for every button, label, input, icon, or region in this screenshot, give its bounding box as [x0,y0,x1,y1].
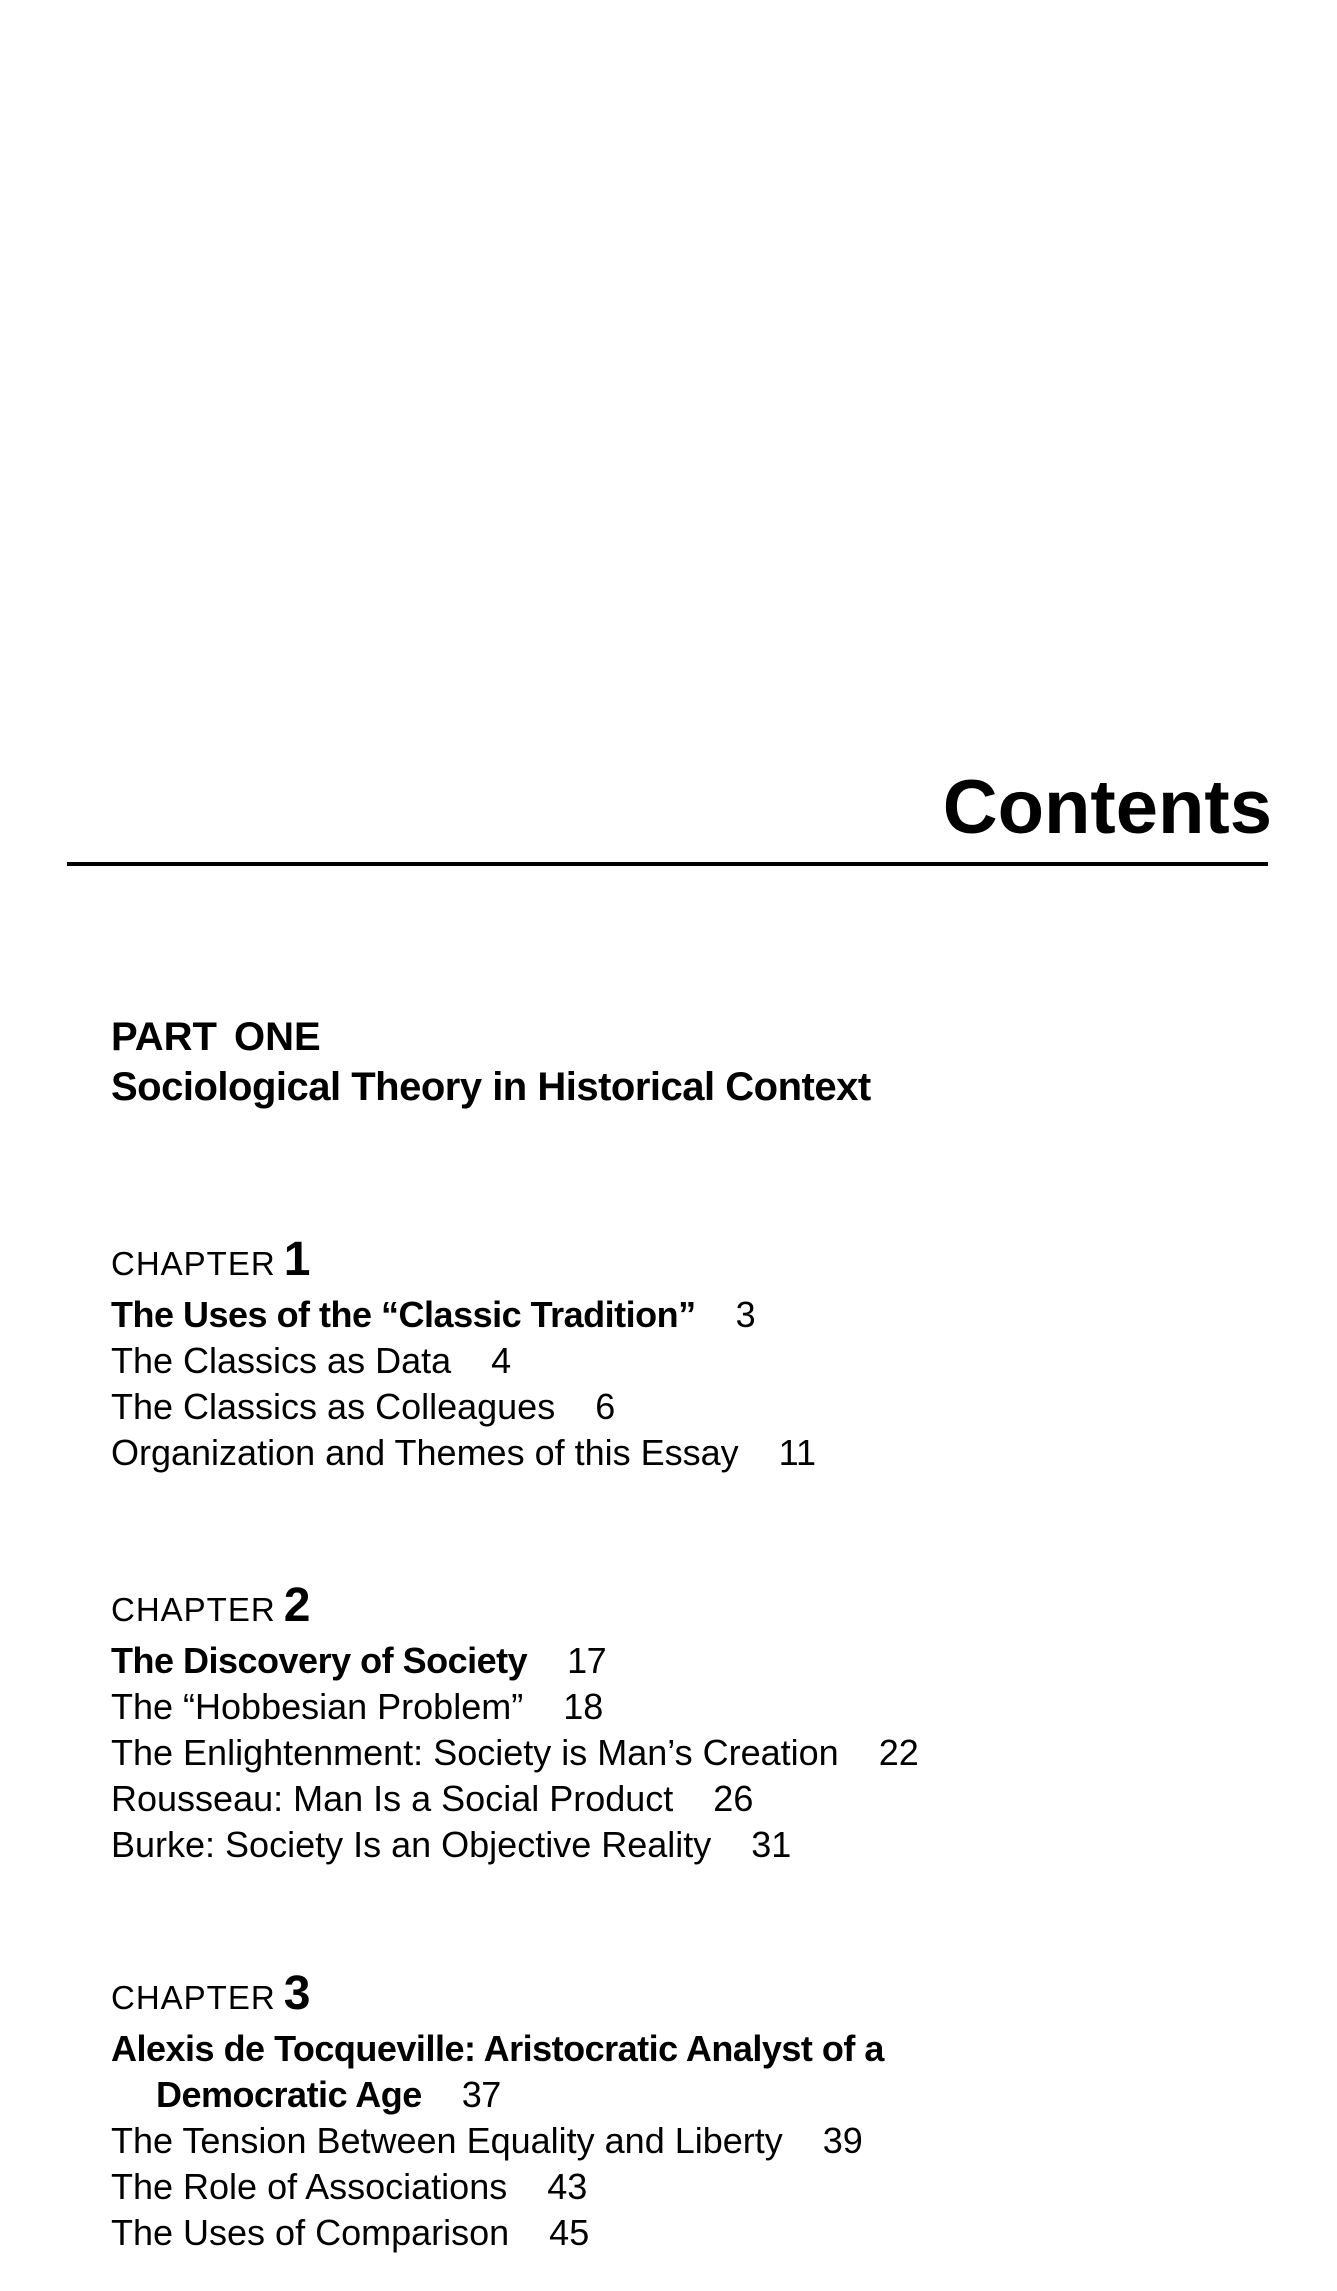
chapter-label: CHAPTER [111,1591,276,1628]
page-number: 11 [778,1432,817,1473]
chapter-title-entry-continued[interactable] [111,2072,884,2118]
section-entry[interactable] [111,2118,884,2164]
chapter-label: CHAPTER [111,1245,276,1282]
page-number: 39 [822,2120,863,2161]
section-entry[interactable] [111,1684,919,1730]
section-title: The Enlightenment: Society is Man’s Creation [111,1732,839,1773]
page-number: 26 [713,1778,754,1819]
chapter-title-line2: Democratic Age [156,2074,422,2115]
section-title: The Tension Between Equality and Liberty [111,2120,783,2161]
section-entry[interactable] [111,2210,884,2256]
chapter-number: 1 [283,1233,312,1286]
page-number: 4 [491,1340,512,1381]
section-title: Rousseau: Man Is a Social Product [111,1778,674,1819]
section-title: Burke: Society Is an Objective Reality [111,1824,712,1865]
chapter-title-entry[interactable] [111,1638,919,1684]
chapter-title-line1: Alexis de Tocqueville: Aristocratic Analyst of a [111,2028,884,2069]
chapter-number: 3 [283,1967,312,2020]
section-title: Organization and Themes of this Essay [111,1432,739,1473]
section-title: The Uses of Comparison [111,2212,510,2253]
chapter-2 [111,1578,919,1868]
page-number: 17 [567,1640,607,1681]
chapter-title: The Discovery of Society [111,1640,528,1681]
page-number: 43 [547,2166,588,2207]
section-title: The “Hobbesian Problem” [111,1686,524,1727]
page-number: 3 [735,1294,756,1335]
section-entry[interactable] [111,1384,816,1430]
part-label: PART ONE [111,1015,321,1059]
section-entry[interactable] [111,1730,919,1776]
page-number: 18 [563,1686,604,1727]
part-heading [111,1012,871,1112]
page-title: Contents [942,765,1272,850]
chapter-3 [111,1966,884,2256]
section-title: The Classics as Data [111,1340,452,1381]
section-title: The Classics as Colleagues [111,1386,556,1427]
part-title: Sociological Theory in Historical Context [111,1065,871,1109]
section-entry[interactable] [111,1338,816,1384]
chapter-label: CHAPTER [111,1979,276,2016]
page-number: 45 [549,2212,590,2253]
page-number: 31 [751,1824,792,1865]
chapter-title-entry[interactable] [111,1292,816,1338]
chapter-1 [111,1232,816,1476]
chapter-title-entry[interactable] [111,2026,884,2072]
section-entry[interactable] [111,1822,919,1868]
title-divider [67,862,1268,866]
chapter-number: 2 [283,1579,312,1632]
section-entry[interactable] [111,1430,816,1476]
section-entry[interactable] [111,1776,919,1822]
section-entry[interactable] [111,2164,884,2210]
page-number: 6 [595,1386,616,1427]
section-title: The Role of Associations [111,2166,508,2207]
chapter-title: The Uses of the “Classic Tradition” [111,1294,696,1335]
page-number: 37 [461,2074,501,2115]
page-number: 22 [878,1732,919,1773]
